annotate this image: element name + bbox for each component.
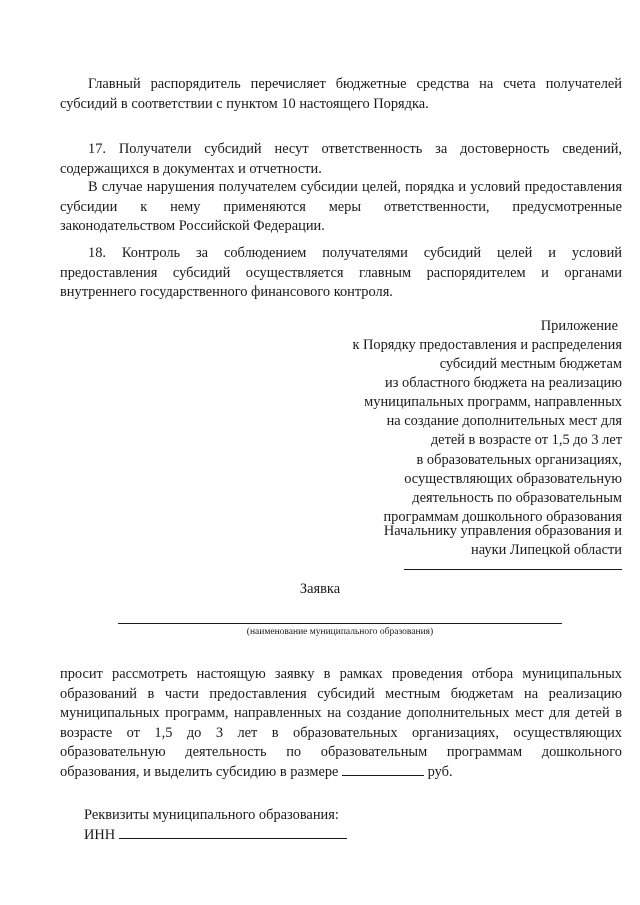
appendix-line: в образовательных организациях, [416,451,622,468]
addressee-signature-line[interactable] [404,569,622,570]
municipality-name-line[interactable] [118,623,562,624]
request-paragraph [60,665,622,782]
appendix-line: программам дошкольного образования [383,508,622,525]
appendix-line: к Порядку предоставления и распределения [352,337,622,353]
appendix-line: осуществляющих образовательную [404,470,622,487]
inn-row [84,825,347,845]
addressee-line: Начальнику управления образования и [383,523,622,539]
appendix-heading: Приложение [540,318,618,334]
request-text: просит рассмотреть настоящую заявку в рамках проведения отбора муниципальных образований в части предоставления субсидий местным бюджетам на реализацию муниципальных программ, направленных на создание дополнительных мест для детей в возрасте от 1,5 до 3 лет в образовательных организациях, осуществляющих образовательную деятельность по образовательным программам дошкольного образования, и выделить субсидию в размере [60,666,622,780]
inn-field[interactable] [119,825,347,839]
appendix-reference [352,336,622,527]
appendix-line: деятельность по образовательным [412,489,622,506]
appendix-line: муниципальных программ, направленных [364,394,622,411]
appendix-line: из областного бюджета на реализацию [385,375,622,392]
appendix-line: на создание дополнительных мест для [386,413,622,430]
addressee-block [384,522,622,560]
currency-label: руб. [427,763,453,780]
municipality-name-caption: (наименование муниципального образования) [246,627,434,637]
paragraph-transfer: Главный распорядитель перечисляет бюджетные средства на счета получателей субсидий в соответствии с пунктом 10 настоящего Порядка. [60,76,622,112]
form-title: Заявка [299,581,341,597]
paragraph-18: 18. Контроль за соблюдением получателями субсидий целей и условий предоставления субсидий осуществляется главным распорядителем и органами внутреннего государственного финансового контроля. [60,245,622,300]
subsidy-amount-field[interactable] [342,763,424,776]
paragraph-17: 17. Получатели субсидий несут ответственность за достоверность сведений, содержащихся в документах и отчетности. [60,141,622,177]
addressee-line: науки Липецкой области [471,542,622,559]
appendix-line: субсидий местным бюджетам [439,356,622,373]
paragraph-17-violation: В случае нарушения получателем субсидии целей, порядка и условий предоставления субсидии к нему применяются меры ответственности, предусмотренные законодательством Российской Федерации. [60,179,622,234]
details-heading: Реквизиты муниципального образования: [84,807,339,823]
appendix-line: детей в возрасте от 1,5 до 3 лет [430,432,622,449]
inn-label: ИНН [84,827,116,843]
